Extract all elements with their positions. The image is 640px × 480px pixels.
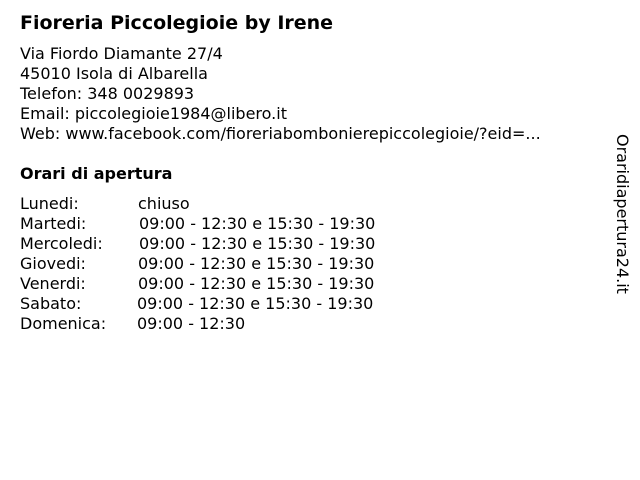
time-value: 09:00 - 12:30 e 15:30 - 19:30 xyxy=(138,274,375,293)
time-value: chiuso xyxy=(138,194,190,213)
contact-block xyxy=(20,44,541,144)
web-line: Web: www.facebook.com/fioreriabombonierepiccolegioie/?eid=... xyxy=(20,124,541,143)
hours-heading: Orari di apertura xyxy=(20,164,173,183)
time-value: 09:00 - 12:30 e 15:30 - 19:30 xyxy=(137,294,374,313)
hours-row-sabato xyxy=(20,294,440,314)
hours-row-giovedi xyxy=(20,254,440,274)
day-label: Venerdi: xyxy=(20,274,86,293)
day-label: Sabato: xyxy=(20,294,82,313)
hours-row-lunedi xyxy=(20,194,440,214)
day-label: Domenica: xyxy=(20,314,107,333)
time-value: 09:00 - 12:30 e 15:30 - 19:30 xyxy=(139,214,376,233)
phone-line: Telefon: 348 0029893 xyxy=(20,84,195,103)
watermark-text: Oraridiapertura24.it xyxy=(613,134,632,294)
hours-row-venerdi xyxy=(20,274,440,294)
time-value: 09:00 - 12:30 e 15:30 - 19:30 xyxy=(138,254,375,273)
day-label: Martedi: xyxy=(20,214,87,233)
email-line: Email: piccolegioie1984@libero.it xyxy=(20,104,287,123)
site-watermark xyxy=(612,134,632,309)
hours-row-martedi xyxy=(20,214,440,234)
day-label: Lunedi: xyxy=(20,194,79,213)
time-value: 09:00 - 12:30 xyxy=(137,314,246,333)
city-line: 45010 Isola di Albarella xyxy=(20,64,208,83)
address-line: Via Fiordo Diamante 27/4 xyxy=(20,44,223,63)
time-value: 09:00 - 12:30 e 15:30 - 19:30 xyxy=(139,234,376,253)
day-label: Giovedi: xyxy=(20,254,86,273)
business-name: Fioreria Piccolegioie by Irene xyxy=(20,12,334,34)
day-label: Mercoledi: xyxy=(20,234,103,253)
hours-row-domenica xyxy=(20,314,440,334)
opening-hours-table xyxy=(20,194,440,334)
hours-row-mercoledi xyxy=(20,234,440,254)
